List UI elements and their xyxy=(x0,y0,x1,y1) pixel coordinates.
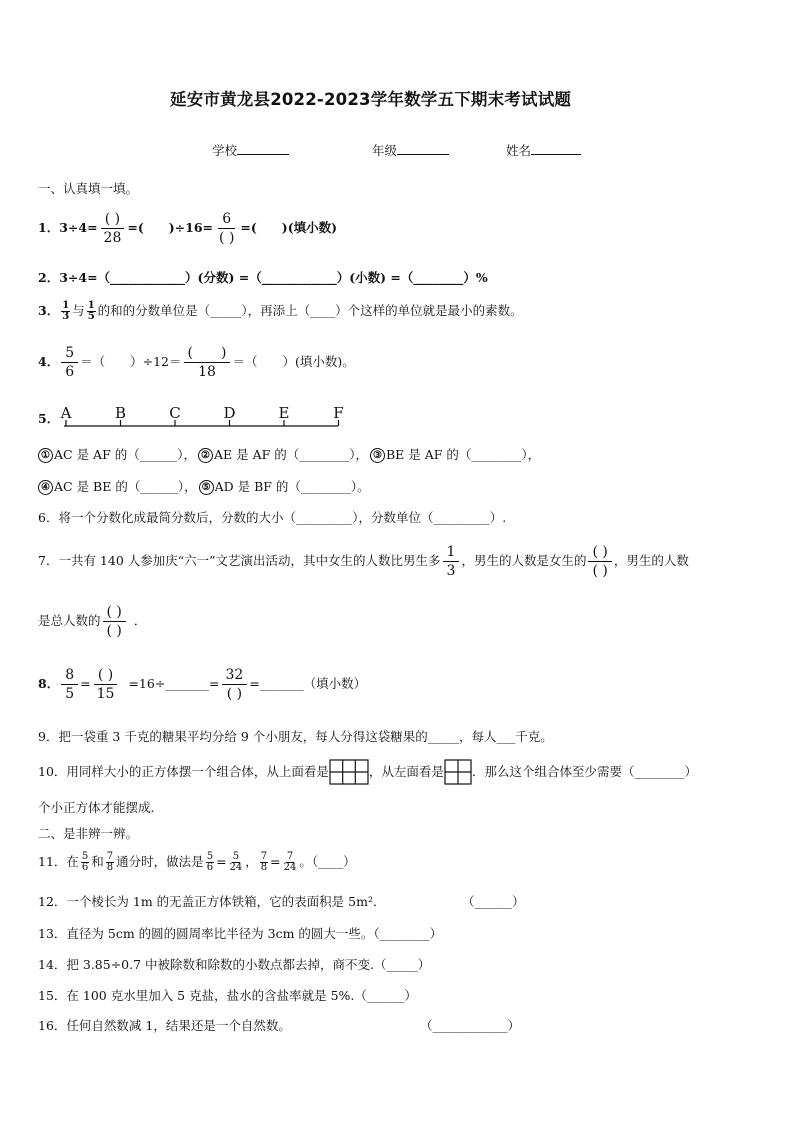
question-5-number: 5． xyxy=(38,411,60,426)
question-16-answer-blank[interactable]: （____________） xyxy=(420,1018,521,1033)
school-label: 学校 xyxy=(212,143,238,158)
name-field[interactable] xyxy=(506,143,581,158)
question-11: 11．在 $\frac{5}{6}$ 和 $\frac{7}{8}$ 通分时，做法是 $\frac{5}{6}$ = $\frac{5}{24}$ ， $\frac{7}{8}$ = $\frac{7}{24}$ 。（____） xyxy=(38,851,356,873)
number-line-point-label: D xyxy=(223,404,236,422)
fraction: $\frac{5}{6}$ xyxy=(206,851,214,873)
number-line-point-label: F xyxy=(333,404,344,422)
page-title: 延安市黄龙县2022-2023学年数学五下期末考试试题 xyxy=(170,90,572,109)
fraction: $\frac{( )}{18}$ xyxy=(184,346,231,379)
fraction: $\frac{1}{3}$ xyxy=(62,300,70,322)
section-2-heading: 二、是非辨一辨。 xyxy=(38,826,139,841)
question-10-continued: 个小正方体才能摆成. xyxy=(38,800,155,815)
question-12: 12．一个棱长为 1m 的无盖正方体铁箱，它的表面积是 5m²． xyxy=(38,894,386,909)
question-6: 6．将一个分数化成最简分数后，分数的大小（_________），分数单位（_________）. xyxy=(38,510,507,525)
fraction: $\frac{( )}{28}$ xyxy=(100,212,126,245)
number-line-point-label: B xyxy=(114,404,127,422)
question-1: 1． 3÷4= $\frac{( )}{28}$ =( )÷16= $\frac{6}{( )}$ =( )(填小数) xyxy=(38,211,338,246)
question-13: 13．直径为 5cm 的圆的圆周率比半径为 3cm 的圆大一些。（________） xyxy=(38,926,443,941)
name-blank[interactable] xyxy=(531,143,581,155)
question-16: 16．任何自然数减 1，结果还是一个自然数。 xyxy=(38,1018,291,1033)
name-label: 姓名 xyxy=(506,143,532,158)
fraction: $\frac{7}{8}$ xyxy=(106,851,114,873)
fraction: $\frac{32}{( )}$ xyxy=(222,668,248,701)
grade-label: 年级 xyxy=(372,143,398,158)
fraction: $\frac{5}{6}$ xyxy=(61,346,78,379)
question-10: 10．用同样大小的正方体摆一个组合体，从上面看是 ，从左面看是 ．那么这个组合体至少需要（________） xyxy=(38,759,697,785)
question-5-parts-1: ① AC 是 AF 的（______）， ② AE 是 AF 的（________）， ③ BE 是 AF 的（________）， xyxy=(38,448,540,463)
number-line-point-label: C xyxy=(169,404,181,422)
question-2: 2．3÷4=（____________）(分数) =（____________）(小数) =（________）% xyxy=(38,270,488,285)
number-line-point-label: E xyxy=(278,404,290,422)
fraction: $\frac{7}{8}$ xyxy=(260,851,268,873)
fraction: $\frac{1}{3}$ xyxy=(443,545,460,578)
number-line-diagram xyxy=(58,403,358,433)
left-view-grid-icon xyxy=(444,759,472,785)
fraction: $\frac{1}{5}$ xyxy=(87,300,95,322)
grade-field[interactable] xyxy=(372,143,449,158)
fraction: $\frac{( )}{( )}$ xyxy=(103,605,126,638)
school-blank[interactable] xyxy=(237,143,289,155)
question-7-continued: 是总人数的 $\frac{( )}{( )}$ ． xyxy=(38,604,147,639)
fraction: $\frac{7}{24}$ xyxy=(283,851,297,873)
number-line-point-label: A xyxy=(60,404,72,422)
fraction: $\frac{6}{( )}$ xyxy=(219,211,235,246)
question-12-answer-blank[interactable]: （______） xyxy=(462,894,525,909)
question-7: 7．一共有 140 人参加庆“六一”文艺演出活动，其中女生的人数比男生多 $\frac{1}{3}$ ，男生的人数是女生的 $\frac{( )}{( )}$ ，男生的人数 xyxy=(38,544,689,579)
top-view-grid-icon xyxy=(329,759,369,785)
grade-blank[interactable] xyxy=(397,143,449,155)
question-9: 9．把一袋重 3 千克的糖果平均分给 9 个小朋友，每人分得这袋糖果的_____，每人___千克。 xyxy=(38,729,553,744)
section-1-heading: 一、认真填一填。 xyxy=(38,181,139,196)
question-8: 8． $\frac{8}{5}$ = $\frac{( )}{15}$ =16÷_______= $\frac{32}{( )}$ =_______（填小数） xyxy=(38,667,367,702)
question-15: 15．在 100 克水里加入 5 克盐，盐水的含盐率就是 5%.（______） xyxy=(38,988,417,1003)
question-14: 14．把 3.85÷0.7 中被除数和除数的小数点都去掉，商不变.（_____） xyxy=(38,957,431,972)
question-4: 4． $\frac{5}{6}$ ＝（ ）÷12＝ $\frac{( )}{18}$ ＝（ ）(填小数)。 xyxy=(38,345,355,380)
fraction: $\frac{( )}{15}$ xyxy=(93,668,119,701)
fraction: $\frac{8}{5}$ xyxy=(61,668,78,701)
question-3: 3． $\frac{1}{3}$ 与 $\frac{1}{5}$ 的和的分数单位是（_____），再添上（____）个这样的单位就是最小的素数。 xyxy=(38,300,523,322)
school-field[interactable] xyxy=(212,143,289,158)
fraction: $\frac{( )}{( )}$ xyxy=(588,545,611,578)
question-5-parts-2: ④ AC 是 BE 的（______）， ⑤ AD 是 BF 的（________）。 xyxy=(38,480,370,495)
fraction: $\frac{5}{24}$ xyxy=(229,851,243,873)
fraction: $\frac{5}{6}$ xyxy=(81,851,89,873)
